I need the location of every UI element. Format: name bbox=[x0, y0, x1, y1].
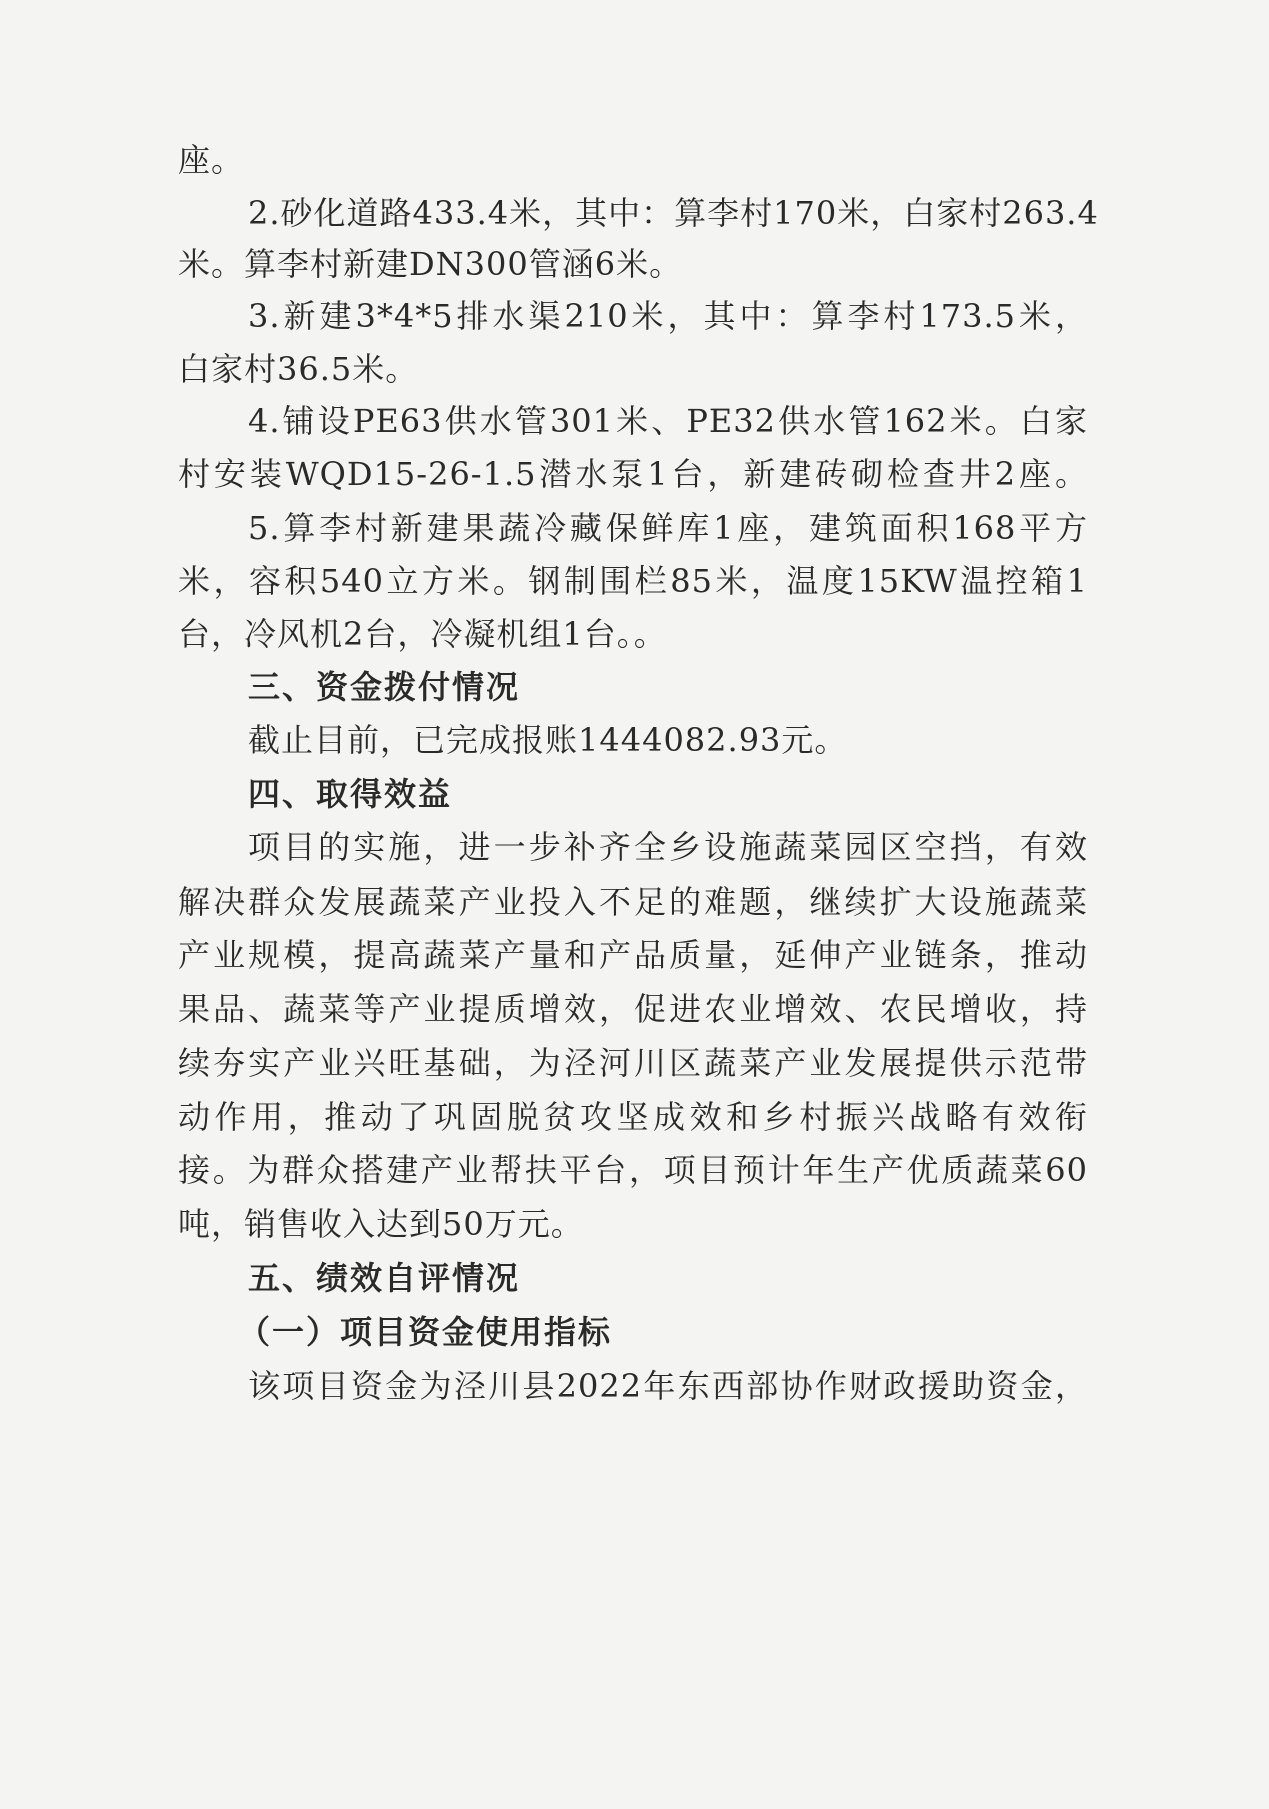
text-line: 白家村36.5米。 bbox=[178, 350, 419, 388]
text-line: 吨，销售收入达到50万元。 bbox=[178, 1205, 584, 1243]
text-line: 截止目前，已完成报账1444082.93元。 bbox=[248, 721, 848, 759]
text-line: 5.算李村新建果蔬冷藏保鲜库1座，建筑面积168平方 bbox=[248, 509, 1088, 547]
text-line: 该项目资金为泾川县2022年东西部协作财政援助资金， bbox=[248, 1367, 1088, 1405]
text-line: 项目的实施，进一步补齐全乡设施蔬菜园区空挡，有效 bbox=[248, 828, 1088, 866]
text-line: 座。 bbox=[178, 141, 245, 179]
text-line: 3.新建3*4*5排水渠210米，其中：算李村173.5米， bbox=[248, 297, 1088, 335]
section-heading: 五、绩效自评情况 bbox=[248, 1259, 521, 1297]
subsection-heading: （一）项目资金使用指标 bbox=[238, 1313, 613, 1351]
text-line: 动作用，推动了巩固脱贫攻坚成效和乡村振兴战略有效衔 bbox=[178, 1098, 1088, 1136]
text-line: 4.铺设PE63供水管301米、PE32供水管162米。白家 bbox=[248, 402, 1088, 440]
section-heading: 三、资金拨付情况 bbox=[248, 668, 521, 706]
text-line: 台，冷风机2台，冷凝机组1台。。 bbox=[178, 615, 667, 653]
text-line: 米。算李村新建DN300管涵6米。 bbox=[178, 245, 683, 283]
text-line: 果品、蔬菜等产业提质增效，促进农业增效、农民增收，持 bbox=[178, 990, 1088, 1028]
text-line: 米，容积540立方米。钢制围栏85米，温度15KW温控箱1 bbox=[178, 562, 1088, 600]
text-line: 续夯实产业兴旺基础，为泾河川区蔬菜产业发展提供示范带 bbox=[178, 1044, 1088, 1082]
text-line: 产业规模，提高蔬菜产量和产品质量，延伸产业链条，推动 bbox=[178, 936, 1088, 974]
text-line: 接。为群众搭建产业帮扶平台，项目预计年生产优质蔬菜60 bbox=[178, 1151, 1088, 1189]
section-heading: 四、取得效益 bbox=[248, 775, 453, 813]
text-line: 村安装WQD15-26-1.5潜水泵1台，新建砖砌检查井2座。 bbox=[178, 455, 1088, 493]
text-line: 解决群众发展蔬菜产业投入不足的难题，继续扩大设施蔬菜 bbox=[178, 883, 1088, 921]
text-line: 2.砂化道路433.4米，其中：算李村170米，白家村263.4 bbox=[248, 194, 1099, 232]
